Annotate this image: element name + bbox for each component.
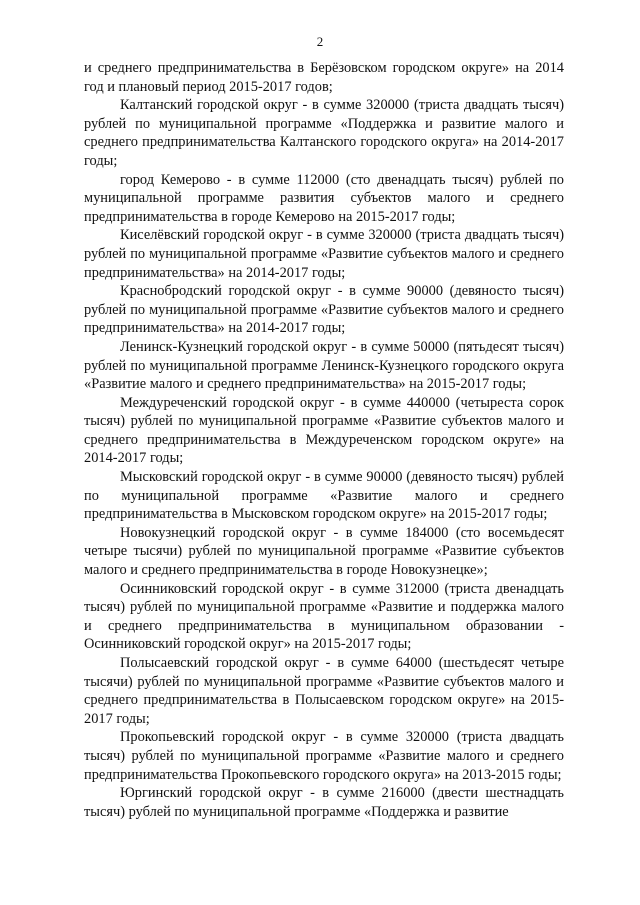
paragraph-kiselevsk: Киселёвский городской округ - в сумме 320000 (триста двадцать тысяч) рублей по муниципальной программе «Развитие субъектов малого и среднего предпринимательства» на 2014-2017 годы; xyxy=(84,227,564,281)
paragraph-mezhdurechensk: Междуреченский городской округ - в сумме 440000 (четыреста сорок тысяч) рублей по муниципальной программе «Развитие субъектов малого и среднего предпринимательства в Междуреченском городском округе» на 2014-2017 годы; xyxy=(84,394,564,467)
paragraph-polysaevo: Полысаевский городской округ - в сумме 64000 (шестьдесят четыре тысячи) рублей по муниципальной программе «Развитие субъектов малого и среднего предпринимательства в Полысаевском городском округе» на 2015-2017 годы; xyxy=(84,655,564,727)
paragraph-krasnobrodsky: Краснобродский городской округ - в сумме 90000 (девяносто тысяч) рублей по муниципальной программе «Развитие субъектов малого и среднего предпринимательства» на 2014-2017 годы; xyxy=(84,283,564,337)
page-number: 2 xyxy=(316,34,324,49)
paragraph-leninsk-kuznetsky: Ленинск-Кузнецкий городской округ - в сумме 50000 (пятьдесят тысяч) рублей по муниципальной программе Ленинск-Кузнецкого городского округа «Развитие малого и среднего предпринимательства» на 2015-2017 годы; xyxy=(84,338,564,393)
document-body xyxy=(84,59,564,821)
paragraph-kemerovo: город Кемерово - в сумме 112000 (сто двенадцать тысяч) рублей по муниципальной программе развития субъектов малого и среднего предпринимательства в городе Кемерово на 2015-2017 годы; xyxy=(84,171,564,225)
paragraph-myski: Мысковский городской округ - в сумме 90000 (девяносто тысяч) рублей по муниципальной программе «Развитие малого и среднего предпринимательства в Мысковском городском округе» на 2015-2017 годы; xyxy=(84,469,564,523)
paragraph-prokopyevsk: Прокопьевский городской округ - в сумме 320000 (триста двадцать тысяч) рублей по муниципальной программе «Развитие малого и среднего предпринимательства Прокопьевского городского округа» на 2013-2015 годы; xyxy=(84,729,564,783)
paragraph-yurga: Юргинский городской округ - в сумме 216000 (двести шестнадцать тысяч) рублей по муниципальной программе «Поддержка и развитие xyxy=(84,785,564,820)
paragraph-continuation: и среднего предпринимательства в Берёзовском городском округе» на 2014 год и плановый период 2015-2017 годов; xyxy=(84,60,564,95)
paragraph-osinniki: Осинниковский городской округ - в сумме 312000 (триста двенадцать тысяч) рублей по муниципальной программе «Развитие и поддержка малого и среднего предпринимательства в муниципальном образовании - Осинниковский городской округ» на 2015-2017 годы; xyxy=(84,580,564,653)
paragraph-kaltan: Калтанский городской округ - в сумме 320000 (триста двадцать тысяч) рублей по муниципальной программе «Поддержка и развитие малого и среднего предпринимательства Калтанского городского округа» на 2014-2017 годы; xyxy=(84,97,564,169)
paragraph-novokuznetsk: Новокузнецкий городской округ - в сумме 184000 (сто восемьдесят четыре тысячи) рублей по муниципальной программе «Развитие субъектов малого и среднего предпринимательства в городе Новокузнецке»; xyxy=(84,524,564,579)
